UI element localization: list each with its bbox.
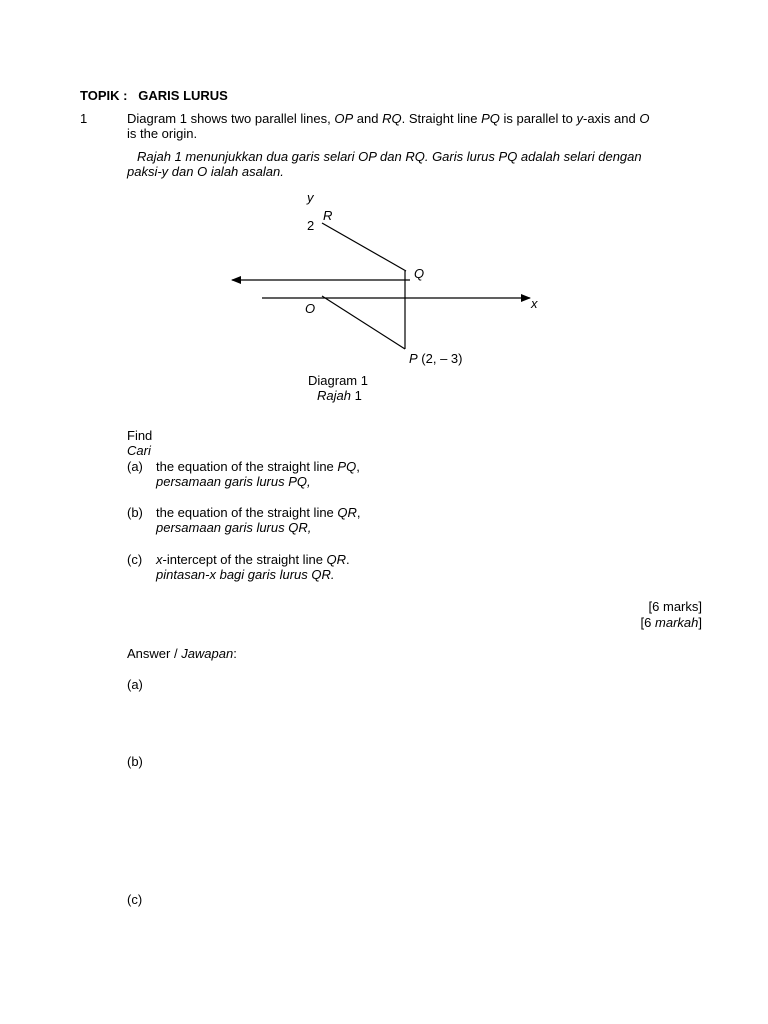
answer-a-label: (a)	[127, 677, 143, 692]
label-p-letter: P	[409, 351, 418, 366]
part-a-ms: persamaan garis lurus PQ,	[156, 474, 311, 489]
var-qr: QR	[326, 552, 347, 567]
part-b-label: (b)	[127, 505, 143, 520]
var-rq: RQ	[382, 111, 402, 126]
answer-colon: :	[233, 646, 237, 661]
var-pq: PQ	[337, 459, 357, 474]
marks-ms-open: [6	[640, 615, 656, 630]
var-op: OP	[334, 111, 354, 126]
find-ms: Cari	[127, 443, 151, 458]
var-pq: PQ	[481, 111, 500, 126]
label-x-axis: x	[531, 296, 538, 311]
question-stem-ms-line1: Rajah 1 menunjukkan dua garis selari OP dan RQ. Garis lurus PQ adalah selari dengan	[137, 149, 642, 164]
answer-b-label: (b)	[127, 754, 143, 769]
part-c-ms: pintasan-x bagi garis lurus QR.	[156, 567, 335, 582]
marks-en: [6 marks]	[648, 599, 702, 614]
var-x: x	[156, 552, 163, 567]
line-rq	[322, 223, 406, 271]
label-2: 2	[307, 218, 315, 233]
part-text: -intercept of the straight line	[162, 552, 327, 567]
stem-text: is parallel to	[499, 111, 577, 126]
answer-heading	[127, 646, 237, 662]
diagram-caption-ms	[317, 388, 362, 404]
topic-label: TOPIK :	[80, 88, 128, 103]
stem-text: -axis and	[582, 111, 640, 126]
part-text: the equation of the straight line	[156, 459, 338, 474]
stem-text: Diagram 1 shows two parallel lines,	[127, 111, 335, 126]
var-qr: QR	[337, 505, 357, 520]
part-text: .	[346, 552, 350, 567]
part-text: ,	[356, 459, 360, 474]
answer-ms: Jawapan	[181, 646, 234, 661]
answer-c-label: (c)	[127, 892, 143, 907]
topic-title: GARIS LURUS	[138, 88, 228, 103]
diagram-1	[0, 0, 768, 420]
stem-text: . Straight line	[401, 111, 482, 126]
marks-ms-close: ]	[698, 615, 702, 630]
caption-ms-num: 1	[354, 388, 362, 403]
label-p	[409, 351, 462, 366]
part-a-en	[156, 459, 360, 475]
line-op	[322, 296, 405, 349]
find-en: Find	[127, 428, 153, 443]
part-text: the equation of the straight line	[156, 505, 338, 520]
var-o: O	[639, 111, 650, 126]
diagram-caption-en: Diagram 1	[308, 373, 368, 388]
label-y-axis: y	[307, 190, 314, 205]
question-stem-en-line2: is the origin.	[127, 126, 198, 141]
label-o: O	[305, 301, 316, 316]
part-a-label: (a)	[127, 459, 143, 474]
part-b-ms: persamaan garis lurus QR,	[156, 520, 312, 535]
question-stem-ms-line2: paksi-y dan O ialah asalan.	[127, 164, 284, 179]
marks-ms	[641, 615, 702, 631]
part-c-label: (c)	[127, 552, 143, 567]
answer-en: Answer /	[127, 646, 182, 661]
label-q: Q	[414, 266, 425, 281]
var-y: y	[576, 111, 583, 126]
label-p-coord: (2, – 3)	[421, 351, 463, 366]
question-number: 1	[80, 111, 88, 126]
part-text: ,	[356, 505, 361, 520]
label-r: R	[323, 208, 333, 223]
caption-ms-word: Rajah	[317, 388, 351, 403]
part-c-en	[156, 552, 350, 568]
stem-text: and	[353, 111, 383, 126]
part-b-en	[156, 505, 361, 521]
marks-ms-word: markah	[655, 615, 699, 630]
